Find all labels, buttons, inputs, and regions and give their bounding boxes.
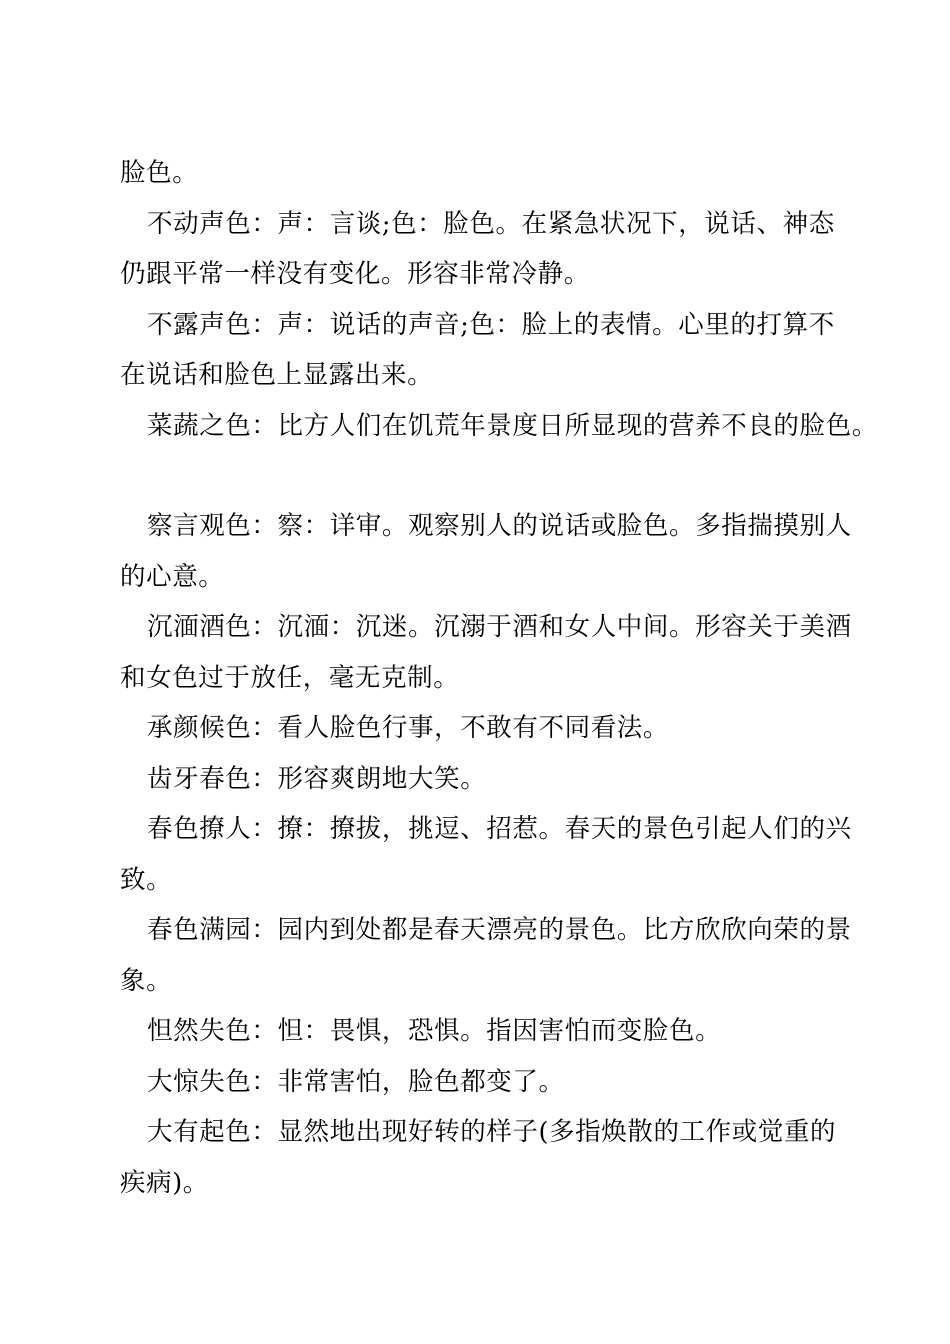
entry-line-da-you-qi-se: 大有起色：显然地出现好转的样子(多指焕散的工作或觉重的 bbox=[147, 1117, 837, 1147]
text-line: 脸色。 bbox=[120, 158, 199, 188]
entry-line-cai-shu-zhi-se: 菜蔬之色：比方人们在饥荒年景度日所显现的营养不良的脸色。 bbox=[147, 410, 878, 441]
text-line: 仍跟平常一样没有变化。形容非常冷静。 bbox=[120, 259, 590, 289]
entry-line-da-ran-shi-se: 怛然失色：怛：畏惧，恐惧。指因害怕而变脸色。 bbox=[147, 1016, 722, 1046]
text-line: 和女色过于放任，毫无克制。 bbox=[120, 662, 460, 693]
entry-line-chun-se-liao-ren: 春色撩人：撩：撩拔，挑逗、招惹。春天的景色引起人们的兴 bbox=[147, 814, 852, 844]
text-line: 在说话和脸色上显露出来。 bbox=[120, 360, 434, 390]
text-line: 致。 bbox=[120, 864, 173, 895]
entry-line-bu-lu-sheng-se: 不露声色：声：说话的声音;色：脸上的表情。心里的打算不 bbox=[147, 309, 835, 340]
document-body bbox=[120, 148, 878, 1208]
entry-line-chun-se-man-yuan: 春色满园：园内到处都是春天漂亮的景色。比方欣欣向荣的景 bbox=[147, 915, 852, 945]
text-line: 的心意。 bbox=[120, 561, 225, 592]
entry-line-cha-yan-guan-se: 察言观色：察：详审。观察别人的说话或脸色。多指揣摸别人 bbox=[147, 511, 852, 541]
entry-line-chen-mian-jiu-se: 沉湎酒色：沉湎：沉迷。沉溺于酒和女人中间。形容关于美酒 bbox=[147, 612, 852, 642]
entry-line-bu-dong-sheng-se: 不动声色：声：言谈;色：脸色。在紧急状况下，说话、神态 bbox=[147, 208, 835, 239]
entry-line-cheng-yan-hou-se: 承颜候色：看人脸色行事，不敢有不同看法。 bbox=[147, 713, 670, 743]
text-line: 疾病)。 bbox=[120, 1167, 209, 1198]
entry-line-chi-ya-chun-se: 齿牙春色：形容爽朗地大笑。 bbox=[147, 763, 487, 794]
entry-line-da-jing-shi-se: 大惊失色：非常害怕，脸色都变了。 bbox=[147, 1066, 565, 1097]
text-line: 象。 bbox=[120, 965, 173, 996]
